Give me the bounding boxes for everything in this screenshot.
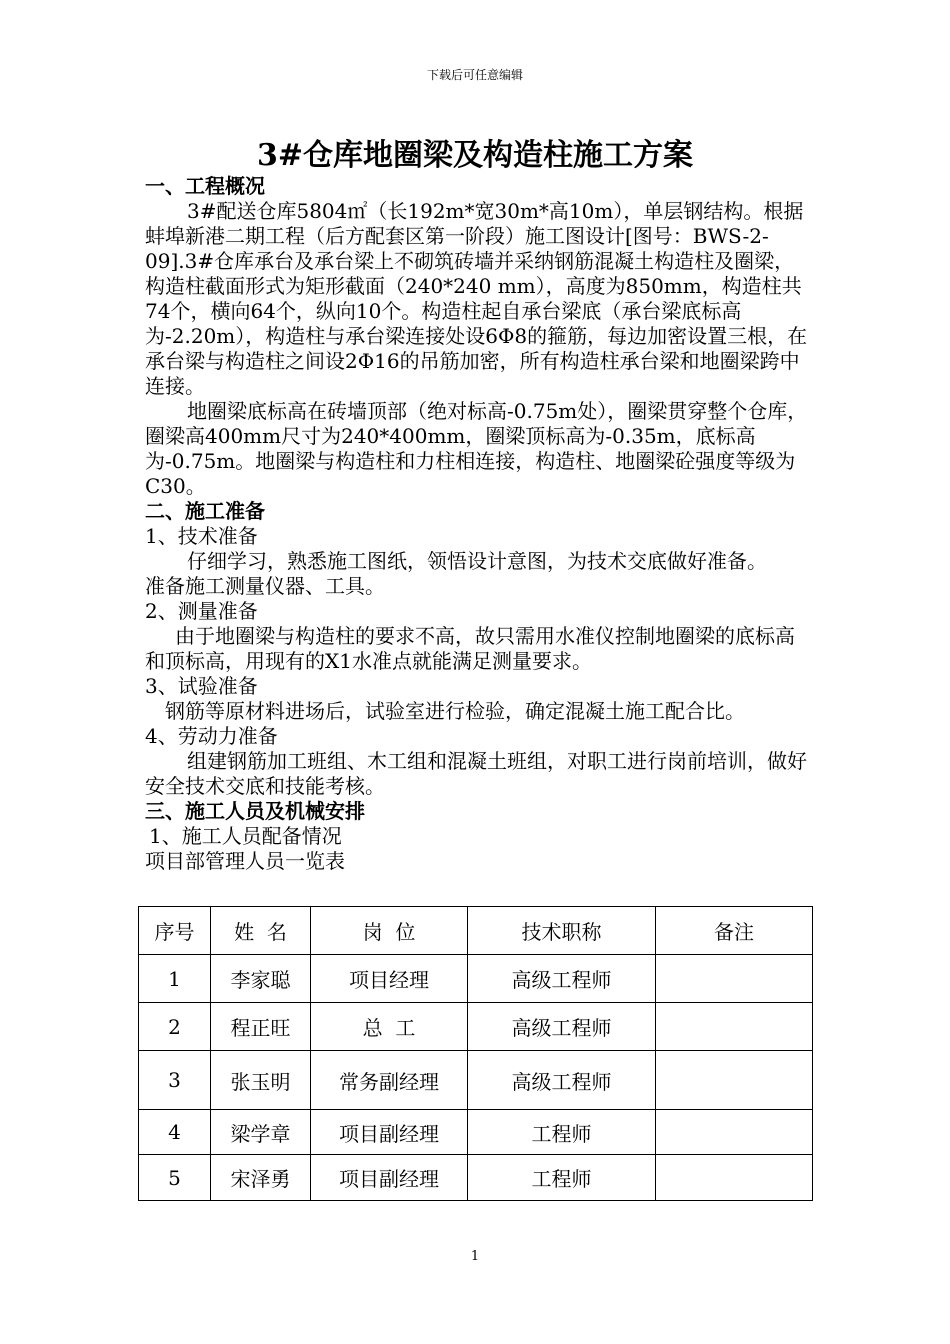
table-cell xyxy=(656,1110,813,1155)
table-cell xyxy=(656,1051,813,1110)
subsection-heading: 1、技术准备 xyxy=(145,524,258,548)
table-row xyxy=(139,955,813,1003)
table-cell xyxy=(656,1155,813,1201)
table-cell: 高级工程师 xyxy=(468,955,656,1003)
table-row xyxy=(139,1110,813,1155)
page-number: 1 xyxy=(470,1249,480,1264)
table-cell xyxy=(656,1003,813,1051)
table-cell: 项目副经理 xyxy=(311,1110,468,1155)
table-cell: 2 xyxy=(139,1003,211,1051)
table-cell: 常务副经理 xyxy=(311,1051,468,1110)
staff-table xyxy=(138,906,813,1201)
table-cell: 李家聪 xyxy=(211,955,311,1003)
table-row xyxy=(139,1155,813,1201)
page-header: 下载后可任意编辑 xyxy=(426,68,523,82)
paragraph: 地圈梁底标高在砖墙顶部（绝对标高-0.75m处），圈梁贯穿整个仓库，圈梁高400mm尺寸为240*400mm，圈梁顶标高为-0.35m，底标高为-0.75m。地圈梁与构造柱和力柱相连接，构造柱、地圈梁砼强度等级为C30。 xyxy=(145,399,808,498)
subsection-heading: 3、试验准备 xyxy=(145,674,258,698)
table-cell: 3 xyxy=(139,1051,211,1110)
document-title: 3#仓库地圈梁及构造柱施工方案 xyxy=(256,138,693,173)
table-cell: 工程师 xyxy=(468,1110,656,1155)
header-cell: 备注 xyxy=(656,907,813,955)
table-cell: 张玉明 xyxy=(211,1051,311,1110)
table-cell: 总 工 xyxy=(311,1003,468,1051)
table-cell xyxy=(656,955,813,1003)
paragraph: 准备施工测量仪器、工具。 xyxy=(145,574,385,598)
table-cell: 梁学章 xyxy=(211,1110,311,1155)
table-row xyxy=(139,1051,813,1110)
table-cell: 工程师 xyxy=(468,1155,656,1201)
paragraph: 仔细学习，熟悉施工图纸，领悟设计意图，为技术交底做好准备。 xyxy=(187,549,767,573)
section-1-heading: 一、工程概况 xyxy=(145,174,265,198)
section-3-heading: 三、施工人员及机械安排 xyxy=(145,799,365,823)
header-cell: 岗 位 xyxy=(311,907,468,955)
subsection-heading: 2、测量准备 xyxy=(145,599,258,623)
table-cell: 1 xyxy=(139,955,211,1003)
header-cell: 姓 名 xyxy=(211,907,311,955)
document-body xyxy=(145,174,810,874)
table-header-row xyxy=(139,907,813,955)
paragraph: 组建钢筋加工班组、木工组和混凝土班组，对职工进行岗前培训，做好安全技术交底和技能考核。 xyxy=(145,749,807,798)
section-2-heading: 二、施工准备 xyxy=(145,499,265,523)
table-cell: 项目经理 xyxy=(311,955,468,1003)
table-cell: 4 xyxy=(139,1110,211,1155)
paragraph: 由于地圈梁与构造柱的要求不高，故只需用水准仪控制地圈梁的底标高和顶标高，用现有的X1水准点就能满足测量要求。 xyxy=(145,624,795,673)
header-cell: 技术职称 xyxy=(468,907,656,955)
subsection-heading: 4、劳动力准备 xyxy=(145,724,278,748)
table-caption: 项目部管理人员一览表 xyxy=(145,849,345,873)
table-cell: 程正旺 xyxy=(211,1003,311,1051)
paragraph: 3#配送仓库5804㎡（长192m*宽30m*高10m），单层钢结构。根据蚌埠新港二期工程（后方配套区第一阶段）施工图设计[图号：BWS-2-09].3#仓库承台及承台梁上不砌筑砖墙并采纳钢筋混凝土构造柱及圈梁，构造柱截面形式为矩形截面（240*240 mm），高度为850mm，构造柱共74个，横向64个，纵向10个。构造柱起自承台梁底（承台梁底标高为-2.20m），构造柱与承台梁连接处设6Φ8的箍筋，每边加密设置三根，在承台梁与构造柱之间设2Φ16的吊筋加密，所有构造柱承台梁和地圈梁跨中连接。 xyxy=(145,199,808,398)
subsection-heading: 1、施工人员配备情况 xyxy=(149,824,342,848)
paragraph: 钢筋等原材料进场后，试验室进行检验，确定混凝土施工配合比。 xyxy=(165,699,745,723)
header-cell: 序号 xyxy=(139,907,211,955)
table-cell: 高级工程师 xyxy=(468,1003,656,1051)
table-cell: 项目副经理 xyxy=(311,1155,468,1201)
table-cell: 5 xyxy=(139,1155,211,1201)
table-cell: 高级工程师 xyxy=(468,1051,656,1110)
table-cell: 宋泽勇 xyxy=(211,1155,311,1201)
table-row xyxy=(139,1003,813,1051)
